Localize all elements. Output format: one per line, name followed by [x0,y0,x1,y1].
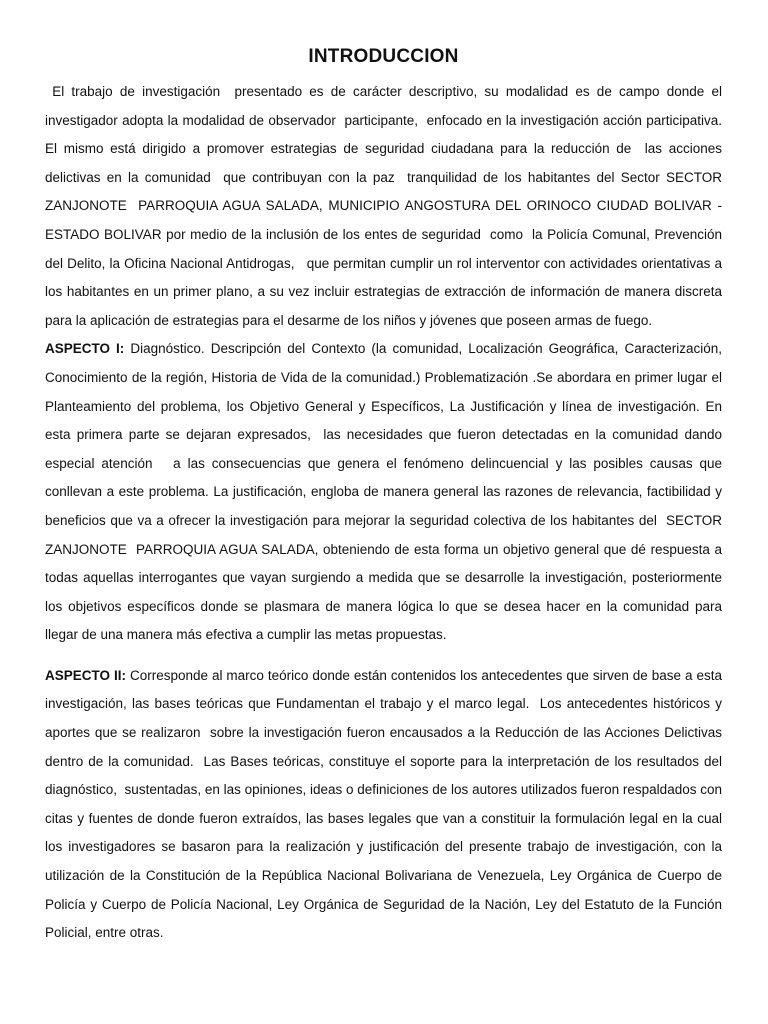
aspecto-1-text: Diagnóstico. Descripción del Contexto (la comunidad, Localización Geográfica, Caracterización, Conocimiento de la región, Historia de Vida de la comunidad.) Problematización .Se abordara en primer lugar el Planteamiento del problema, los Objetivo General y Específicos, La Justificación y línea de investigación. En esta primera parte se dejaran expresados, las necesidades que fueron detectadas en la comunidad dando especial atención a las consecuencias que genera el fenómeno delincuencial y las posibles causas que conllevan a este problema. La justificación, engloba de manera general las razones de relevancia, factibilidad y beneficios que va a ofrecer la investigación para mejorar la seguridad colectiva de los habitantes del SECTOR ZANJONOTE PARROQUIA AGUA SALADA, obteniendo de esta forma un objetivo general que dé respuesta a todas aquellas interrogantes que vayan surgiendo a medida que se desarrolle la investigación, posteriormente los objetivos específicos donde se plasmara de manera lógica lo que se desea hacer en la comunidad para llegar de una manera más efectiva a cumplir las metas propuestas. [45,341,726,643]
aspecto-1-paragraph [45,335,726,650]
aspecto-1-label: ASPECTO I: [45,341,125,357]
aspecto-2-text: Corresponde al marco teórico donde están contenidos los antecedentes que sirven de base a esta investigación, las bases teóricas que Fundamentan el trabajo y el marco legal. Los antecedentes históricos y aportes que se realizaron sobre la investigación fueron encausados a la Reducción de las Acciones Delictivas dentro de la comunidad. Las Bases teóricas, constituye el soporte para la interpretación de los resultados del diagnóstico, sustentadas, en las opiniones, ideas o definiciones de los autores utilizados fueron respaldados con citas y fuentes de donde fueron extraídos, las bases legales que van a constituir la formulación legal en la cual los investigadores se basaron para la realización y justificación del presente trabajo de investigación, con la utilización de la Constitución de la República Nacional Bolivariana de Venezuela, Ley Orgánica de Cuerpo de Policía y Cuerpo de Policía Nacional, Ley Orgánica de Seguridad de la Nación, Ley del Estatuto de la Función Policial, entre otras. [45,667,726,941]
page-title: INTRODUCCION [308,46,459,67]
paragraph-spacer [45,650,722,662]
aspecto-2-label: ASPECTO II: [45,667,126,683]
aspecto-2-paragraph [45,662,726,948]
intro-paragraph: El trabajo de investigación presentado es de carácter descriptivo, su modalidad es de campo donde el investigador adopta la modalidad de observador participante, enfocado en la investigación acción participativa. El mismo está dirigido a promover estrategias de seguridad ciudadana para la reducción de las acciones delictivas en la comunidad que contribuyan con la paz tranquilidad de los habitantes del Sector SECTOR ZANJONOTE PARROQUIA AGUA SALADA, MUNICIPIO ANGOSTURA DEL ORINOCO CIUDAD BOLIVAR - ESTADO BOLIVAR por medio de la inclusión de los entes de seguridad como la Policía Comunal, Prevención del Delito, la Oficina Nacional Antidrogas, que permitan cumplir un rol interventor con actividades orientativas a los habitantes en un primer plano, a su vez incluir estrategias de extracción de información de manera discreta para la aplicación de estrategias para el desarme de los niños y jóvenes que poseen armas de fuego. [45,84,730,328]
